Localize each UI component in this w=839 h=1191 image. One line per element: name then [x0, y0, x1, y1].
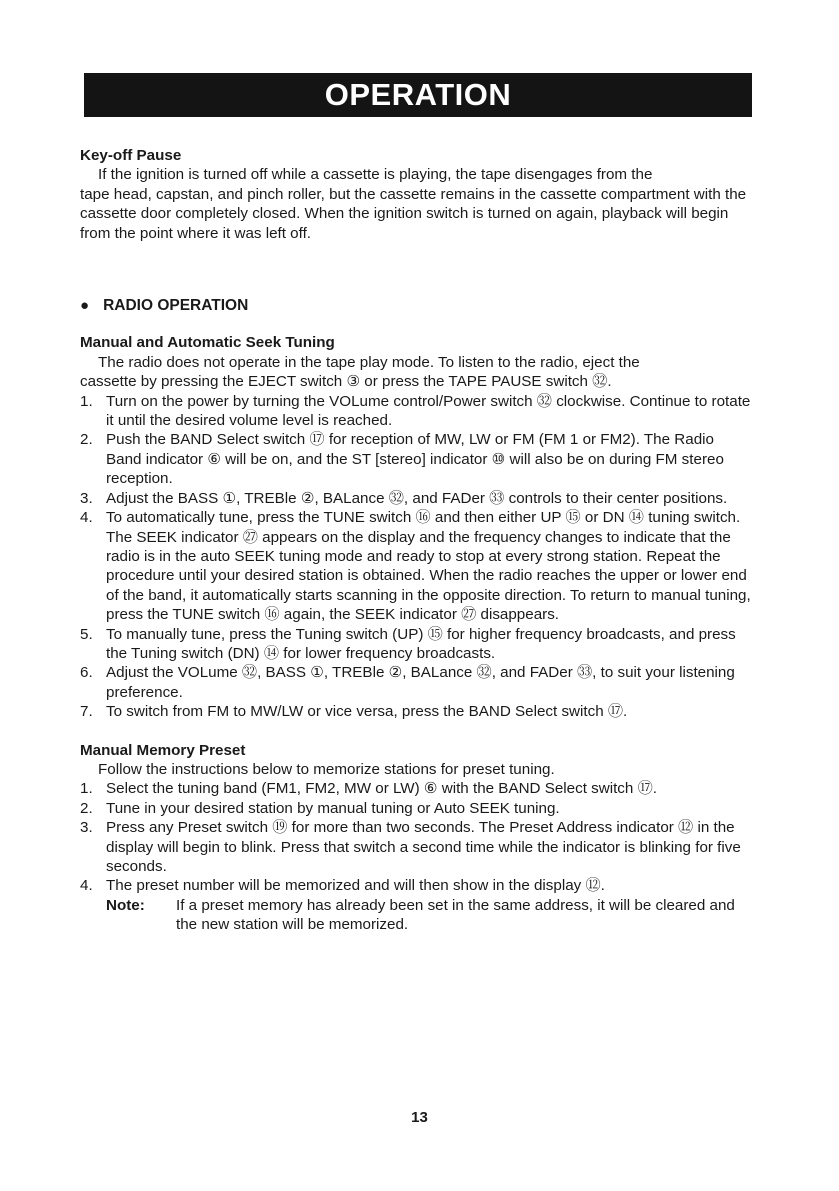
step-text: To automatically tune, press the TUNE switch ⑯ and then either UP ⑮ or DN ⑭ tuning switch. The SEEK indicator ㉗ appears on the display and the frequency changes to indicate that the radio is in the auto SEEK tuning mode and ready to stop at every strong station. Repeat the procedure until your desired station is obtained. When the radio reaches the upper or lower end of the band, it automatically starts scanning in the opposite direction. To return to manual tuning, press the TUNE switch ⑯ again, the SEEK indicator ㉗ disappears.	[106, 509, 751, 624]
step-number: 1.	[80, 392, 93, 410]
radio-heading-text: RADIO OPERATION	[103, 297, 249, 315]
seek-steps	[80, 392, 752, 722]
step-number: 4.	[80, 509, 93, 527]
step-text: Press any Preset switch ⑲ for more than two seconds. The Preset Address indicator ⑫ in the display will begin to blink. Press that switch a second time while the indicator is blinking for five seconds.	[106, 819, 741, 875]
step-number: 7.	[80, 703, 93, 721]
keyoff-line1: If the ignition is turned off while a cassette is playing, the tape disengages from the	[98, 166, 653, 184]
step-number: 2.	[80, 799, 93, 817]
seek-intro-rest: cassette by pressing the EJECT switch ③ or press the TAPE PAUSE switch ㉜.	[80, 373, 612, 391]
step-number: 3.	[80, 489, 93, 507]
step-text: Select the tuning band (FM1, FM2, MW or LW) ⑥ with the BAND Select switch ⑰.	[106, 780, 657, 798]
list-item	[80, 430, 752, 488]
step-text: To switch from FM to MW/LW or vice versa, press the BAND Select switch ⑰.	[106, 703, 628, 721]
list-item	[80, 876, 752, 895]
step-number: 5.	[80, 625, 93, 643]
step-number: 3.	[80, 819, 93, 837]
step-number: 1.	[80, 780, 93, 798]
section-banner	[84, 73, 752, 117]
note-label: Note:	[106, 896, 145, 914]
keyoff-text: tape head, capstan, and pinch roller, but the cassette remains in the cassette compartment with the cassette door completely closed. When the ignition switch is turned on again, playback will begin from the point where it was left off.	[80, 185, 747, 242]
page-title: OPERATION	[315, 77, 522, 113]
list-item	[80, 663, 752, 702]
step-number: 2.	[80, 431, 93, 449]
page-number: 13	[411, 1109, 428, 1126]
bullet-icon: ●	[80, 297, 90, 315]
preset-heading: Manual Memory Preset	[80, 741, 246, 759]
list-item	[80, 508, 752, 624]
seek-intro-line1: The radio does not operate in the tape play mode. To listen to the radio, eject the	[98, 353, 640, 371]
step-text: The preset number will be memorized and will then show in the display ⑫.	[106, 877, 605, 895]
list-item	[80, 779, 752, 798]
preset-intro: Follow the instructions below to memorize stations for preset tuning.	[98, 760, 555, 778]
step-number: 6.	[80, 664, 93, 682]
step-text: Tune in your desired station by manual tuning or Auto SEEK tuning.	[106, 799, 560, 817]
note-text: If a preset memory has already been set in the same address, it will be cleared and the new station will be memorized.	[176, 896, 735, 934]
radio-section-heading	[80, 296, 752, 315]
note	[80, 896, 752, 935]
list-item	[80, 489, 752, 508]
keyoff-heading: Key-off Pause	[80, 147, 182, 164]
step-text: Push the BAND Select switch ⑰ for reception of MW, LW or FM (FM 1 or FM2). The Radio Band indicator ⑥ will be on, and the ST [stereo] indicator ⑩ will also be on during FM stereo reception.	[106, 431, 724, 488]
document-body	[80, 146, 752, 935]
step-text: Adjust the VOLume ㉜, BASS ①, TREBle ②, BALance ㉜, and FADer ㉝, to suit your listening preference.	[106, 664, 735, 701]
list-item	[80, 799, 752, 818]
step-number: 4.	[80, 877, 93, 895]
list-item	[80, 625, 752, 664]
step-text: Turn on the power by turning the VOLume control/Power switch ㉜ clockwise. Continue to rotate it until the desired volume level is reached.	[106, 392, 751, 430]
list-item	[80, 702, 752, 721]
step-text: Adjust the BASS ①, TREBle ②, BALance ㉜, and FADer ㉝ controls to their center positions.	[106, 489, 728, 507]
list-item	[80, 818, 752, 876]
step-text: To manually tune, press the Tuning switch (UP) ⑮ for higher frequency broadcasts, and press the Tuning switch (DN) ⑭ for lower frequency broadcasts.	[106, 625, 736, 662]
list-item	[80, 392, 752, 431]
preset-steps	[80, 779, 752, 895]
seek-heading: Manual and Automatic Seek Tuning	[80, 334, 335, 352]
